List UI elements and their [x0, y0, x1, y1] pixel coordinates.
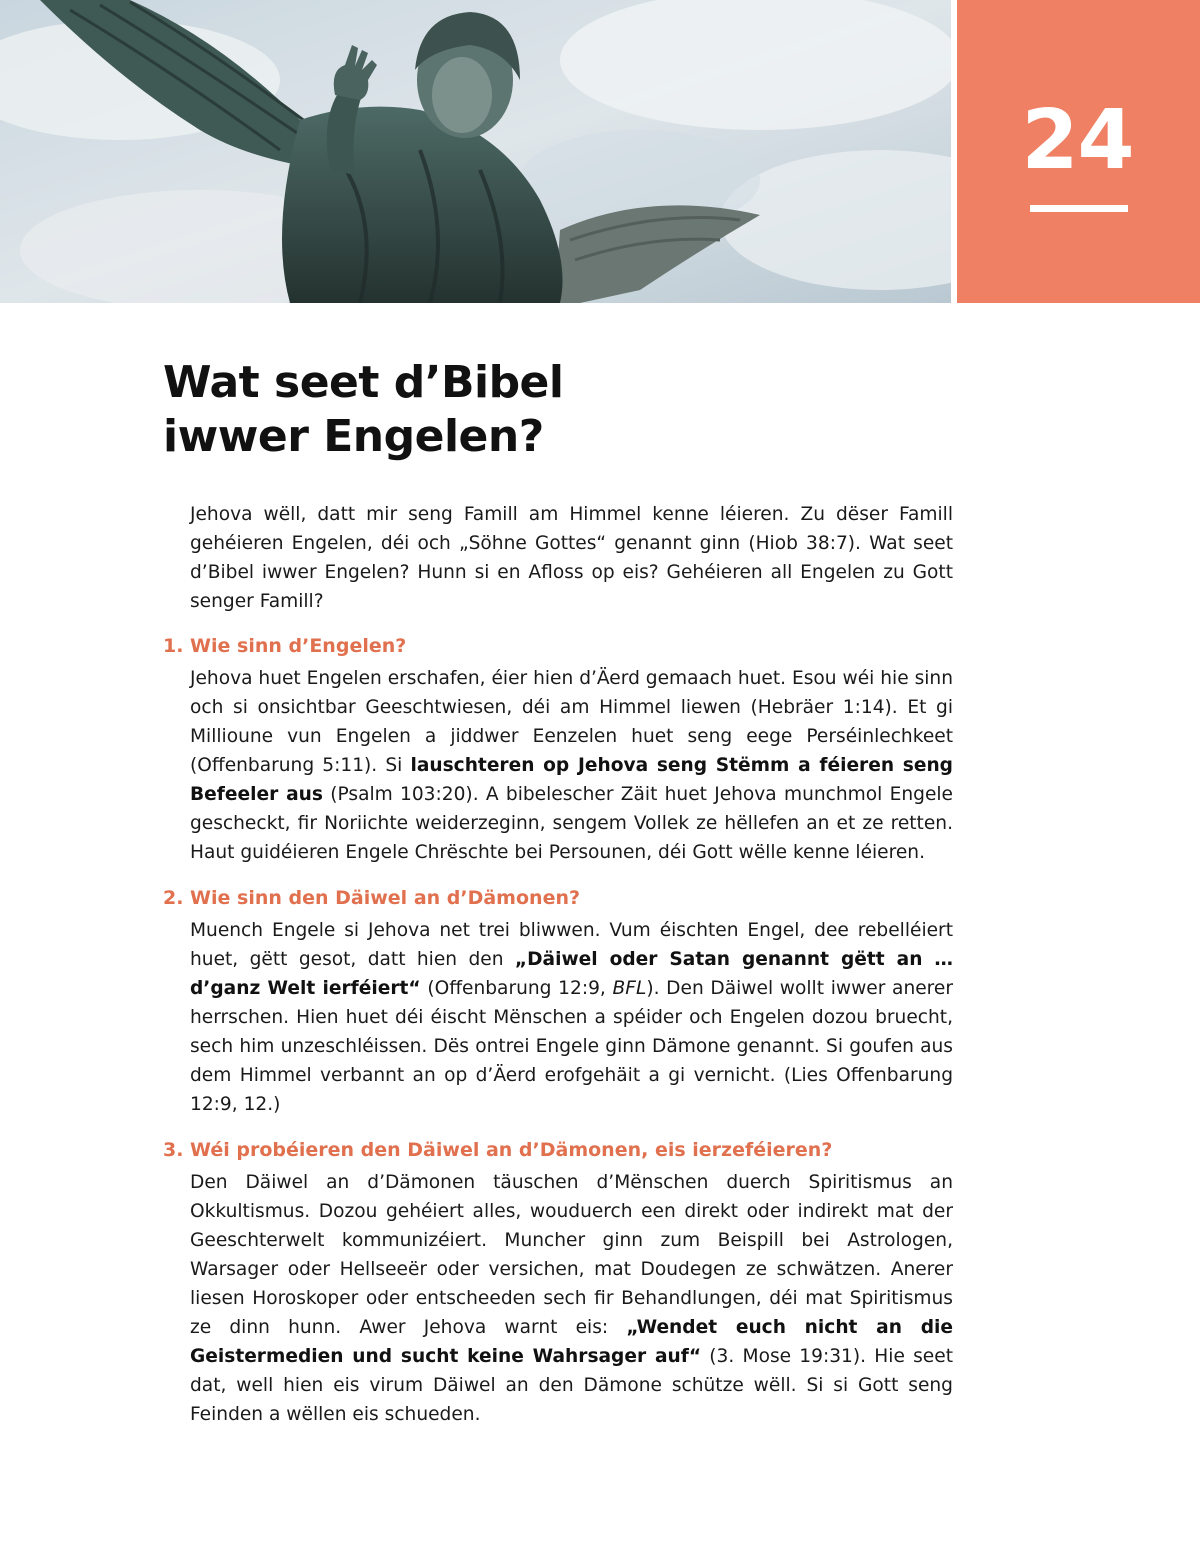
paragraph-text: Jehova huet Engelen erschafen, éier hien d’Äerd gemaach huet. Esou wéi hie sinn och si onsichtbar Geeschtwiesen, déi am Himmel liewen (Hebräer 1:14). Et gi Millioune vun Engelen a jiddwer Eenzelen huet seng eege Perséinlechkeet (Offenbarung 5:11). Si: [190, 668, 953, 776]
italic-text: BFL: [612, 978, 647, 999]
chapter-underline: [1030, 205, 1128, 212]
paragraph-text: Den Däiwel an d’Dämonen täuschen d’Mënschen duerch Spiritismus an Okkultismus. Dozou gehéiert alles, wouduerch een direkt oder indirekt mat der Geeschterwelt kommunizéiert. Muncher ginn zum Beispill bei Astrologen, Warsager oder Hellseeër oder versichen, mat Doudegen ze schwätzen. Anerer liesen Horoskoper oder entscheeden sech fir Behandlungen, déi mat Spiritismus ze dinn hunn. Awer Jehova warnt eis:: [190, 1172, 953, 1338]
page-title: [163, 356, 563, 464]
paragraph-text: (3. Mose 19:31). Hie seet dat, well hien eis virum Däiwel an den Dämone schütze wëll. Si si Gott seng Feinden a wëllen eis schueden.: [190, 1346, 953, 1425]
emphasis-text: „Däiwel oder Satan genannt gëtt an … d’ganz Welt ierféiert“: [190, 949, 953, 999]
emphasis-text: „Wendet euch nicht an die Geistermedien und sucht keine Wahrsager auf“: [190, 1317, 954, 1367]
page-title-line-1: Wat seet d’Bibel: [163, 357, 564, 408]
paragraph-text: (Psalm 103:20). A bibelescher Zäit huet Jehova munchmol Engele gescheckt, fir Noriichte weiderzeginn, sengem Vollek ze hëllefen an et ze retten. Haut guidéieren Engele Chrëschte bei Persounen, déi Gott wëlle kenne léieren.: [190, 784, 953, 863]
section-1: [163, 633, 953, 867]
section-2: [163, 885, 953, 1119]
section-paragraph: [190, 664, 953, 867]
section-heading: 2. Wie sinn den Däiwel an d’Dämonen?: [163, 887, 580, 909]
section-heading: 3. Wéi probéieren den Däiwel an d’Dämonen, eis ierzeféieren?: [163, 1139, 833, 1161]
hero-image: [0, 0, 951, 303]
article-body: [163, 500, 953, 1447]
paragraph-text: Muench Engele si Jehova net trei bliwwen. Vum éischten Engel, dee rebelléiert huet, gëtt gesot, datt hien den: [190, 920, 953, 970]
chapter-number: 24: [1021, 93, 1134, 188]
paragraph-text: ). Den Däiwel wollt iwwer anerer herrschen. Hien huet déi éischt Mënschen a spéider och Engelen dozou bruecht, sech him unzeschléissen. Dës ontrei Engele ginn Dämone genannt. Si goufen aus dem Himmel verbannt an op d’Äerd erofgehäit a gi vernicht. (Lies Offenbarung 12:9, 12.): [190, 978, 953, 1115]
emphasis-text: lauschteren op Jehova seng Stëmm a féieren seng Befeeler aus: [190, 755, 953, 805]
section-heading: 1. Wie sinn d’Engelen?: [163, 635, 407, 657]
section-paragraph: [190, 916, 953, 1119]
paragraph-text: (Offenbarung 12:9,: [420, 978, 613, 999]
intro-paragraph: Jehova wëll, datt mir seng Famill am Himmel kenne léieren. Zu dëser Famill gehéieren Engelen, déi och „Söhne Gottes“ genannt ginn (Hiob 38:7). Wat seet d’Bibel iwwer Engelen? Hunn si en Afloss op eis? Gehéieren all Engelen zu Gott senger Famill?: [190, 504, 953, 612]
section-paragraph: [190, 1168, 953, 1429]
angel-statue-photo: [0, 0, 951, 303]
page-title-line-2: iwwer Engelen?: [163, 411, 544, 462]
section-3: [163, 1137, 953, 1429]
